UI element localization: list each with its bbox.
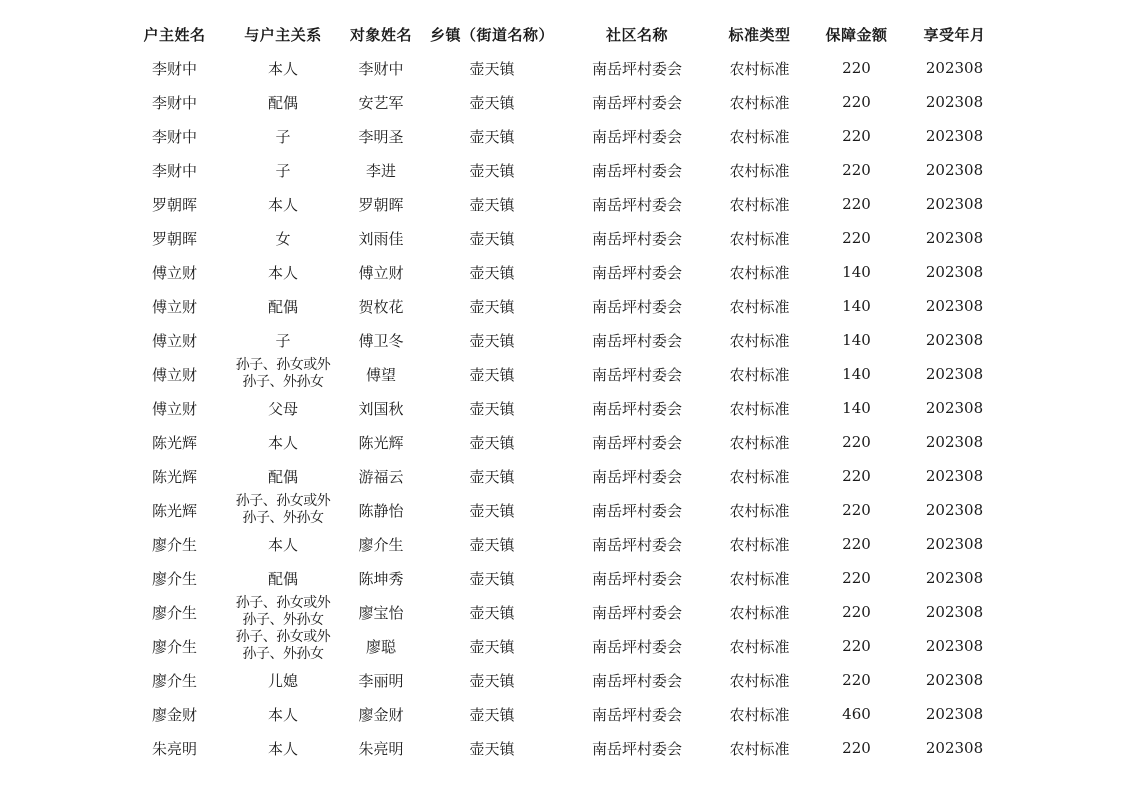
relation-cell: 孙子、孙女或外 孙子、外孙女 bbox=[235, 595, 331, 628]
community-cell: 南岳坪村委会 bbox=[591, 195, 682, 214]
community-cell: 南岳坪村委会 bbox=[591, 161, 682, 180]
month-cell: 202308 bbox=[925, 603, 984, 621]
amount-cell: 220 bbox=[842, 229, 871, 247]
month-cell: 202308 bbox=[925, 637, 984, 655]
relation-cell: 本人 bbox=[267, 535, 298, 554]
relation-cell: 孙子、孙女或外 孙子、外孙女 bbox=[235, 493, 331, 526]
household-head-cell: 傅立财 bbox=[151, 297, 197, 316]
table-row bbox=[124, 153, 1004, 187]
township-cell: 壶天镇 bbox=[469, 195, 515, 214]
community-cell: 南岳坪村委会 bbox=[591, 229, 682, 248]
standard-type-cell: 农村标准 bbox=[729, 93, 790, 112]
household-head-cell: 傅立财 bbox=[151, 263, 197, 282]
standard-type-cell: 农村标准 bbox=[729, 399, 790, 418]
amount-cell: 220 bbox=[842, 637, 871, 655]
household-head-cell: 李财中 bbox=[151, 59, 197, 78]
community-cell: 南岳坪村委会 bbox=[591, 671, 682, 690]
header-household-head: 户主姓名 bbox=[143, 25, 206, 44]
standard-type-cell: 农村标准 bbox=[729, 603, 790, 622]
community-cell: 南岳坪村委会 bbox=[591, 331, 682, 350]
household-head-cell: 罗朝晖 bbox=[151, 195, 197, 214]
township-cell: 壶天镇 bbox=[469, 705, 515, 724]
relation-cell: 本人 bbox=[267, 195, 298, 214]
community-cell: 南岳坪村委会 bbox=[591, 467, 682, 486]
community-cell: 南岳坪村委会 bbox=[591, 569, 682, 588]
standard-type-cell: 农村标准 bbox=[729, 467, 790, 486]
header-amount: 保障金额 bbox=[825, 25, 888, 44]
relation-cell: 子 bbox=[275, 161, 291, 180]
month-cell: 202308 bbox=[925, 263, 984, 281]
township-cell: 壶天镇 bbox=[469, 637, 515, 656]
recipient-name-cell: 游福云 bbox=[358, 467, 404, 486]
community-cell: 南岳坪村委会 bbox=[591, 399, 682, 418]
month-cell: 202308 bbox=[925, 229, 984, 247]
table-row bbox=[124, 663, 1004, 697]
township-cell: 壶天镇 bbox=[469, 399, 515, 418]
recipient-name-cell: 刘国秋 bbox=[358, 399, 404, 418]
recipient-name-cell: 李财中 bbox=[358, 59, 404, 78]
recipient-name-cell: 刘雨佳 bbox=[358, 229, 404, 248]
relation-cell: 女 bbox=[275, 229, 291, 248]
amount-cell: 220 bbox=[842, 535, 871, 553]
amount-cell: 220 bbox=[842, 671, 871, 689]
household-head-cell: 李财中 bbox=[151, 127, 197, 146]
township-cell: 壶天镇 bbox=[469, 263, 515, 282]
standard-type-cell: 农村标准 bbox=[729, 433, 790, 452]
community-cell: 南岳坪村委会 bbox=[591, 263, 682, 282]
household-head-cell: 廖介生 bbox=[151, 569, 197, 588]
community-cell: 南岳坪村委会 bbox=[591, 739, 682, 758]
recipient-name-cell: 廖宝怡 bbox=[358, 603, 404, 622]
recipient-name-cell: 安艺军 bbox=[358, 93, 404, 112]
household-head-cell: 傅立财 bbox=[151, 331, 197, 350]
recipient-name-cell: 廖金财 bbox=[358, 705, 404, 724]
month-cell: 202308 bbox=[925, 433, 984, 451]
relation-cell: 本人 bbox=[267, 705, 298, 724]
township-cell: 壶天镇 bbox=[469, 569, 515, 588]
township-cell: 壶天镇 bbox=[469, 739, 515, 758]
recipient-name-cell: 廖聪 bbox=[365, 637, 396, 656]
table-row bbox=[124, 493, 1004, 527]
township-cell: 壶天镇 bbox=[469, 671, 515, 690]
relation-cell: 子 bbox=[275, 331, 291, 350]
recipient-name-cell: 朱亮明 bbox=[358, 739, 404, 758]
standard-type-cell: 农村标准 bbox=[729, 501, 790, 520]
community-cell: 南岳坪村委会 bbox=[591, 59, 682, 78]
amount-cell: 220 bbox=[842, 433, 871, 451]
recipient-name-cell: 傅卫冬 bbox=[358, 331, 404, 350]
recipient-name-cell: 陈坤秀 bbox=[358, 569, 404, 588]
table-row bbox=[124, 561, 1004, 595]
community-cell: 南岳坪村委会 bbox=[591, 93, 682, 112]
standard-type-cell: 农村标准 bbox=[729, 569, 790, 588]
amount-cell: 140 bbox=[842, 365, 871, 383]
table-row bbox=[124, 85, 1004, 119]
header-relation: 与户主关系 bbox=[244, 25, 322, 44]
table-row bbox=[124, 595, 1004, 629]
relation-cell: 子 bbox=[275, 127, 291, 146]
recipient-name-cell: 傅望 bbox=[365, 365, 396, 384]
standard-type-cell: 农村标准 bbox=[729, 297, 790, 316]
table-row bbox=[124, 323, 1004, 357]
table-row bbox=[124, 221, 1004, 255]
township-cell: 壶天镇 bbox=[469, 127, 515, 146]
township-cell: 壶天镇 bbox=[469, 501, 515, 520]
table-row bbox=[124, 425, 1004, 459]
recipient-name-cell: 罗朝晖 bbox=[358, 195, 404, 214]
amount-cell: 220 bbox=[842, 161, 871, 179]
relation-cell: 孙子、孙女或外 孙子、外孙女 bbox=[235, 357, 331, 390]
community-cell: 南岳坪村委会 bbox=[591, 501, 682, 520]
relation-cell: 本人 bbox=[267, 433, 298, 452]
table-header-row bbox=[124, 17, 1004, 51]
month-cell: 202308 bbox=[925, 161, 984, 179]
community-cell: 南岳坪村委会 bbox=[591, 127, 682, 146]
community-cell: 南岳坪村委会 bbox=[591, 535, 682, 554]
community-cell: 南岳坪村委会 bbox=[591, 603, 682, 622]
table-row bbox=[124, 255, 1004, 289]
standard-type-cell: 农村标准 bbox=[729, 127, 790, 146]
amount-cell: 140 bbox=[842, 263, 871, 281]
document-sheet bbox=[124, 17, 1004, 765]
month-cell: 202308 bbox=[925, 705, 984, 723]
relation-cell: 本人 bbox=[267, 739, 298, 758]
standard-type-cell: 农村标准 bbox=[729, 671, 790, 690]
recipient-name-cell: 廖介生 bbox=[358, 535, 404, 554]
table-row bbox=[124, 527, 1004, 561]
table-row bbox=[124, 187, 1004, 221]
relation-cell: 配偶 bbox=[267, 297, 298, 316]
amount-cell: 220 bbox=[842, 603, 871, 621]
table-row bbox=[124, 119, 1004, 153]
table-row bbox=[124, 391, 1004, 425]
standard-type-cell: 农村标准 bbox=[729, 739, 790, 758]
header-community: 社区名称 bbox=[605, 25, 668, 44]
household-head-cell: 廖介生 bbox=[151, 535, 197, 554]
relation-cell: 孙子、孙女或外 孙子、外孙女 bbox=[235, 629, 331, 662]
household-head-cell: 陈光辉 bbox=[151, 433, 197, 452]
month-cell: 202308 bbox=[925, 671, 984, 689]
household-head-cell: 廖介生 bbox=[151, 603, 197, 622]
standard-type-cell: 农村标准 bbox=[729, 229, 790, 248]
recipient-name-cell: 李丽明 bbox=[358, 671, 404, 690]
amount-cell: 220 bbox=[842, 127, 871, 145]
community-cell: 南岳坪村委会 bbox=[591, 297, 682, 316]
household-head-cell: 廖介生 bbox=[151, 637, 197, 656]
standard-type-cell: 农村标准 bbox=[729, 705, 790, 724]
standard-type-cell: 农村标准 bbox=[729, 365, 790, 384]
month-cell: 202308 bbox=[925, 297, 984, 315]
month-cell: 202308 bbox=[925, 127, 984, 145]
header-township: 乡镇（街道名称） bbox=[429, 25, 554, 44]
relation-cell: 配偶 bbox=[267, 467, 298, 486]
recipient-name-cell: 陈光辉 bbox=[358, 433, 404, 452]
household-head-cell: 廖介生 bbox=[151, 671, 197, 690]
township-cell: 壶天镇 bbox=[469, 467, 515, 486]
amount-cell: 220 bbox=[842, 739, 871, 757]
amount-cell: 460 bbox=[842, 705, 871, 723]
month-cell: 202308 bbox=[925, 467, 984, 485]
month-cell: 202308 bbox=[925, 195, 984, 213]
recipient-name-cell: 傅立财 bbox=[358, 263, 404, 282]
amount-cell: 220 bbox=[842, 467, 871, 485]
household-head-cell: 陈光辉 bbox=[151, 501, 197, 520]
township-cell: 壶天镇 bbox=[469, 433, 515, 452]
month-cell: 202308 bbox=[925, 569, 984, 587]
table-row bbox=[124, 51, 1004, 85]
table-row bbox=[124, 697, 1004, 731]
amount-cell: 140 bbox=[842, 297, 871, 315]
month-cell: 202308 bbox=[925, 365, 984, 383]
household-head-cell: 傅立财 bbox=[151, 365, 197, 384]
standard-type-cell: 农村标准 bbox=[729, 195, 790, 214]
standard-type-cell: 农村标准 bbox=[729, 263, 790, 282]
household-head-cell: 陈光辉 bbox=[151, 467, 197, 486]
household-head-cell: 傅立财 bbox=[151, 399, 197, 418]
household-head-cell: 李财中 bbox=[151, 93, 197, 112]
standard-type-cell: 农村标准 bbox=[729, 161, 790, 180]
table-row bbox=[124, 629, 1004, 663]
household-head-cell: 廖金财 bbox=[151, 705, 197, 724]
assistance-table bbox=[124, 17, 1004, 765]
household-head-cell: 李财中 bbox=[151, 161, 197, 180]
standard-type-cell: 农村标准 bbox=[729, 637, 790, 656]
standard-type-cell: 农村标准 bbox=[729, 59, 790, 78]
community-cell: 南岳坪村委会 bbox=[591, 705, 682, 724]
relation-cell: 本人 bbox=[267, 263, 298, 282]
township-cell: 壶天镇 bbox=[469, 229, 515, 248]
township-cell: 壶天镇 bbox=[469, 59, 515, 78]
community-cell: 南岳坪村委会 bbox=[591, 637, 682, 656]
household-head-cell: 罗朝晖 bbox=[151, 229, 197, 248]
township-cell: 壶天镇 bbox=[469, 331, 515, 350]
amount-cell: 220 bbox=[842, 93, 871, 111]
amount-cell: 220 bbox=[842, 501, 871, 519]
community-cell: 南岳坪村委会 bbox=[591, 365, 682, 384]
table-row bbox=[124, 731, 1004, 765]
header-month: 享受年月 bbox=[923, 25, 986, 44]
relation-cell: 本人 bbox=[267, 59, 298, 78]
month-cell: 202308 bbox=[925, 93, 984, 111]
township-cell: 壶天镇 bbox=[469, 161, 515, 180]
township-cell: 壶天镇 bbox=[469, 535, 515, 554]
relation-cell: 配偶 bbox=[267, 93, 298, 112]
recipient-name-cell: 李进 bbox=[365, 161, 396, 180]
amount-cell: 220 bbox=[842, 569, 871, 587]
amount-cell: 140 bbox=[842, 331, 871, 349]
table-row bbox=[124, 459, 1004, 493]
household-head-cell: 朱亮明 bbox=[151, 739, 197, 758]
township-cell: 壶天镇 bbox=[469, 297, 515, 316]
month-cell: 202308 bbox=[925, 399, 984, 417]
month-cell: 202308 bbox=[925, 739, 984, 757]
township-cell: 壶天镇 bbox=[469, 365, 515, 384]
relation-cell: 父母 bbox=[267, 399, 298, 418]
relation-cell: 儿媳 bbox=[267, 671, 298, 690]
recipient-name-cell: 贺枚花 bbox=[358, 297, 404, 316]
table-row bbox=[124, 357, 1004, 391]
amount-cell: 140 bbox=[842, 399, 871, 417]
amount-cell: 220 bbox=[842, 59, 871, 77]
month-cell: 202308 bbox=[925, 501, 984, 519]
header-recipient-name: 对象姓名 bbox=[349, 25, 412, 44]
recipient-name-cell: 李明圣 bbox=[358, 127, 404, 146]
header-standard-type: 标准类型 bbox=[728, 25, 791, 44]
community-cell: 南岳坪村委会 bbox=[591, 433, 682, 452]
recipient-name-cell: 陈静怡 bbox=[358, 501, 404, 520]
month-cell: 202308 bbox=[925, 59, 984, 77]
month-cell: 202308 bbox=[925, 331, 984, 349]
relation-cell: 配偶 bbox=[267, 569, 298, 588]
standard-type-cell: 农村标准 bbox=[729, 331, 790, 350]
township-cell: 壶天镇 bbox=[469, 603, 515, 622]
township-cell: 壶天镇 bbox=[469, 93, 515, 112]
standard-type-cell: 农村标准 bbox=[729, 535, 790, 554]
amount-cell: 220 bbox=[842, 195, 871, 213]
table-body bbox=[124, 51, 1004, 765]
month-cell: 202308 bbox=[925, 535, 984, 553]
table-row bbox=[124, 289, 1004, 323]
